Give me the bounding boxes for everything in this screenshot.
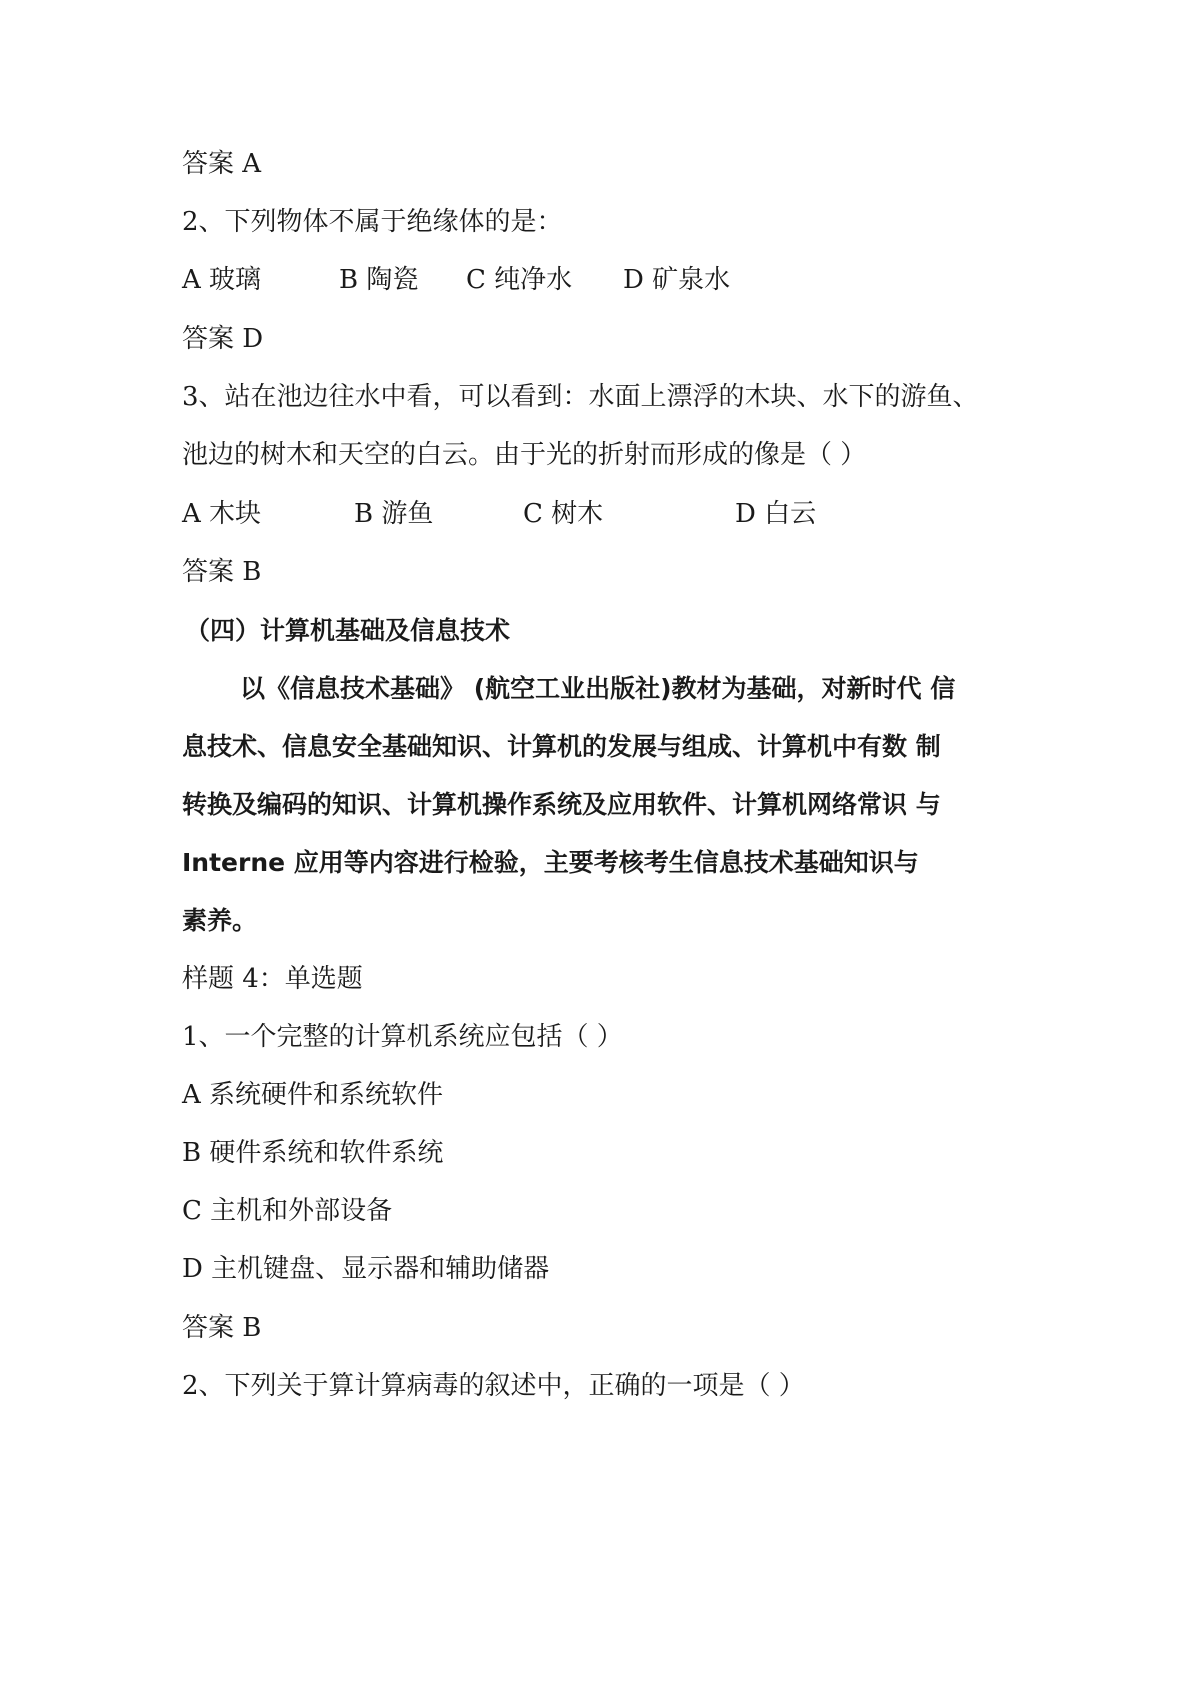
section4-desc-line: 转换及编码的知识、计算机操作系统及应用软件、计算机网络常识 与 bbox=[182, 790, 941, 819]
q2-answer: 答案 D bbox=[182, 324, 264, 354]
q1-answer: 答案 A bbox=[182, 149, 262, 179]
q2-option-d: D 矿泉水 bbox=[623, 265, 731, 295]
q3-option-a: A 木块 bbox=[182, 499, 262, 529]
section4-desc-line: 素养。 bbox=[182, 906, 258, 935]
q3-option-b: B 游鱼 bbox=[354, 499, 434, 529]
section4-desc-line: 以《信息技术基础》 (航空工业出版社)教材为基础，对新时代 信 bbox=[240, 674, 956, 703]
q3-answer: 答案 B bbox=[182, 557, 262, 587]
s4q1-question: 1、一个完整的计算机系统应包括（ ） bbox=[182, 1022, 623, 1052]
q2-question: 2、下列物体不属于绝缘体的是： bbox=[182, 207, 563, 237]
section4-heading: （四）计算机基础及信息技术 bbox=[185, 616, 511, 645]
s4q1-option-d: D 主机键盘、显示器和辅助储器 bbox=[182, 1254, 550, 1284]
s4q1-option-a: A 系统硬件和系统软件 bbox=[182, 1080, 444, 1110]
q3-question-line2: 池边的树木和天空的白云。由于光的折射而形成的像是（ ） bbox=[182, 440, 867, 470]
q3-option-d: D 白云 bbox=[735, 499, 817, 529]
q2-option-b: B 陶瓷 bbox=[339, 265, 419, 295]
s4q1-answer: 答案 B bbox=[182, 1313, 262, 1343]
q2-option-c: C 纯净水 bbox=[466, 265, 573, 295]
section4-desc-line: 息技术、信息安全基础知识、计算机的发展与组成、计算机中有数 制 bbox=[182, 732, 941, 761]
section4-desc-line: Interne 应用等内容进行检验，主要考核考生信息技术基础知识与 bbox=[182, 848, 919, 877]
q2-option-a: A 玻璃 bbox=[182, 265, 262, 295]
sample-label: 样题 4：单选题 bbox=[182, 964, 363, 994]
s4q1-option-b: B 硬件系统和软件系统 bbox=[182, 1138, 444, 1168]
s4q1-option-c: C 主机和外部设备 bbox=[182, 1196, 393, 1226]
s4q2-question: 2、下列关于算计算病毒的叙述中，正确的一项是（ ） bbox=[182, 1371, 805, 1401]
q3-question-line1: 3、站在池边往水中看，可以看到：水面上漂浮的木块、水下的游鱼、 bbox=[182, 382, 979, 412]
q3-option-c: C 树木 bbox=[523, 499, 604, 529]
